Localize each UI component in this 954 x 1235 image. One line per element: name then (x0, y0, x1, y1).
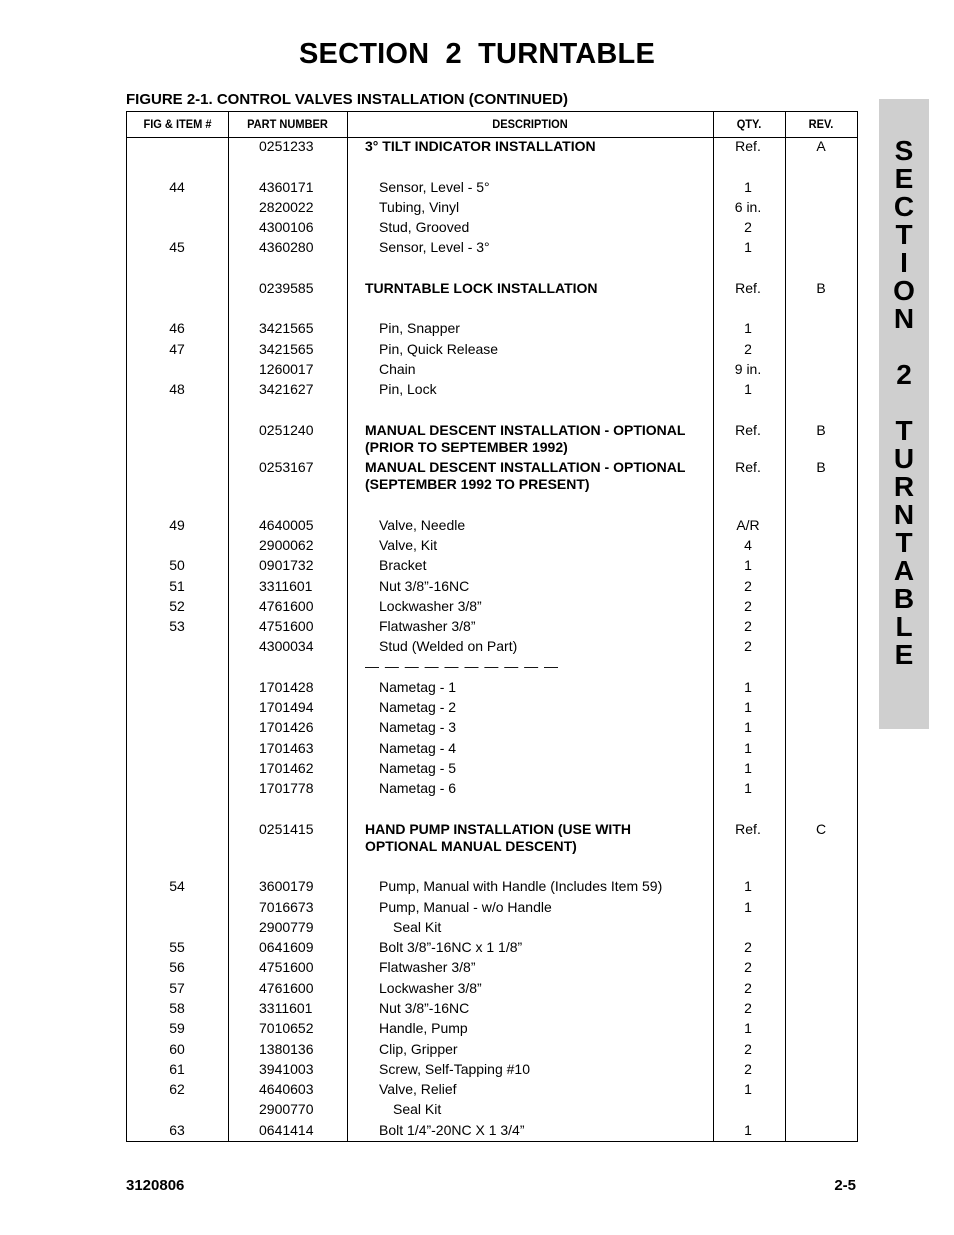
part-number-cell: 3311601 (259, 578, 313, 594)
qty-cell: 6 in. (734, 199, 762, 215)
part-number-cell: 0901732 (259, 557, 314, 573)
qty-cell: Ref. (735, 138, 761, 154)
rev-cell: B (816, 422, 826, 438)
qty-cell: 2 (744, 578, 752, 594)
qty-cell: Ref. (735, 821, 761, 837)
qty-cell: 2 (744, 341, 752, 357)
part-number-cell: 2900062 (259, 537, 314, 553)
qty-cell: 1 (744, 557, 752, 573)
item-cell: 47 (169, 341, 185, 357)
item-cell: 54 (169, 878, 185, 894)
qty-cell: Ref. (735, 459, 761, 475)
qty-cell: 1 (744, 878, 752, 894)
qty-cell: 1 (744, 1122, 752, 1138)
description-cell: Pump, Manual with Handle (Includes Item 59) (379, 878, 663, 894)
description-cell: — — — — — — — — — — (365, 658, 560, 674)
qty-cell: 2 (744, 618, 752, 634)
part-number-cell: 0641414 (259, 1122, 314, 1138)
qty-cell: 4 (744, 537, 752, 553)
side-tab-letter: U (893, 443, 915, 474)
part-number-cell: 1701428 (259, 679, 314, 695)
description-cell: Bracket (379, 557, 427, 573)
part-number-cell: 3421627 (259, 381, 314, 397)
side-tab-letter: A (893, 555, 915, 586)
qty-cell: 1 (744, 699, 752, 715)
description-cell: Sensor, Level - 5° (379, 179, 490, 195)
side-tab-letter: L (895, 611, 913, 642)
qty-cell: 1 (744, 320, 752, 336)
description-cell: Nametag - 1 (379, 679, 457, 695)
rev-cell: A (816, 138, 826, 154)
part-number-cell: 7016673 (259, 899, 314, 915)
document-number: 3120806 (126, 1177, 185, 1194)
column-header-part-number: PART NUMBER (247, 117, 328, 131)
description-line: OPTIONAL MANUAL DESCENT) (365, 838, 577, 854)
item-cell: 60 (169, 1041, 185, 1057)
qty-cell: 1 (744, 239, 752, 255)
qty-cell: 2 (744, 598, 752, 614)
side-tab-letter: S (894, 135, 914, 166)
qty-cell: 1 (744, 899, 752, 915)
description-cell: Nut 3/8”-16NC (379, 1000, 470, 1016)
qty-cell: 2 (744, 1061, 752, 1077)
part-number-cell: 4751600 (259, 959, 314, 975)
side-tab-letter: T (895, 527, 913, 558)
qty-cell: 1 (744, 179, 752, 195)
description-cell: TURNTABLE LOCK INSTALLATION (365, 280, 598, 296)
part-number-cell: 3941003 (259, 1061, 314, 1077)
item-cell: 58 (169, 1000, 185, 1016)
side-tab-letter: E (894, 639, 914, 670)
qty-cell: 2 (744, 959, 752, 975)
page-title: SECTION 2 TURNTABLE (299, 38, 655, 70)
part-number-cell: 0251240 (259, 422, 314, 438)
part-number-cell: 2820022 (259, 199, 314, 215)
part-number-cell: 1701778 (259, 780, 314, 796)
part-number-cell: 0239585 (259, 280, 314, 296)
item-cell: 59 (169, 1020, 185, 1036)
part-number-cell: 2900779 (259, 919, 314, 935)
description-cell: Flatwasher 3/8” (379, 618, 476, 634)
qty-cell: 1 (744, 719, 752, 735)
description-cell: Pin, Lock (379, 381, 437, 397)
part-number-cell: 2900770 (259, 1101, 314, 1117)
description-cell: Bolt 3/8”-16NC x 1 1/8” (379, 939, 523, 955)
rev-cell: B (816, 459, 826, 475)
column-divider (785, 112, 786, 1141)
item-cell: 51 (169, 578, 185, 594)
item-cell: 61 (169, 1061, 185, 1077)
part-number-cell: 0251233 (259, 138, 314, 154)
part-number-cell: 4761600 (259, 980, 314, 996)
part-number-cell: 1380136 (259, 1041, 314, 1057)
column-header-rev: REV. (808, 117, 834, 131)
side-tab-letter: 2 (896, 359, 912, 390)
side-tab-letter: E (894, 163, 914, 194)
description-cell (365, 821, 705, 855)
item-cell: 45 (169, 239, 185, 255)
qty-cell: 1 (744, 679, 752, 695)
side-tab-letter: I (900, 247, 908, 278)
side-tab-letter: N (893, 499, 915, 530)
item-cell: 57 (169, 980, 185, 996)
qty-cell: Ref. (735, 280, 761, 296)
description-cell: Seal Kit (393, 919, 442, 935)
item-cell: 63 (169, 1122, 185, 1138)
part-number-cell: 0641609 (259, 939, 314, 955)
part-number-cell: 0253167 (259, 459, 314, 475)
qty-cell: 1 (744, 760, 752, 776)
part-number-cell: 3421565 (259, 341, 314, 357)
column-divider (347, 112, 348, 1141)
qty-cell: 2 (744, 219, 752, 235)
side-tab-letter: T (895, 219, 913, 250)
qty-cell: 1 (744, 1020, 752, 1036)
part-number-cell: 4751600 (259, 618, 314, 634)
page-number: 2-5 (834, 1177, 856, 1194)
qty-cell: 1 (744, 740, 752, 756)
side-tab-letter: O (893, 275, 915, 306)
description-cell: Valve, Kit (379, 537, 438, 553)
column-divider (228, 112, 229, 1141)
description-cell: Nametag - 6 (379, 780, 457, 796)
figure-title: FIGURE 2-1. CONTROL VALVES INSTALLATION (CONTINUED) (126, 91, 568, 108)
side-tab-letter: T (895, 415, 913, 446)
description-line: HAND PUMP INSTALLATION (USE WITH (365, 821, 631, 837)
column-header-description: DESCRIPTION (492, 117, 568, 131)
part-number-cell: 3421565 (259, 320, 314, 336)
description-line: MANUAL DESCENT INSTALLATION - OPTIONAL (365, 459, 686, 475)
item-cell: 52 (169, 598, 185, 614)
description-cell: Lockwasher 3/8” (379, 598, 482, 614)
qty-cell: 2 (744, 1041, 752, 1057)
part-number-cell: 1701462 (259, 760, 314, 776)
description-cell: Nametag - 4 (379, 740, 457, 756)
part-number-cell: 4300034 (259, 638, 314, 654)
description-cell: Stud, Grooved (379, 219, 470, 235)
description-cell (365, 422, 705, 456)
qty-cell: 2 (744, 939, 752, 955)
description-cell: Handle, Pump (379, 1020, 468, 1036)
description-cell (365, 459, 705, 493)
description-cell: Lockwasher 3/8” (379, 980, 482, 996)
item-cell: 62 (169, 1081, 185, 1097)
description-cell: Screw, Self-Tapping #10 (379, 1061, 530, 1077)
item-cell: 56 (169, 959, 185, 975)
description-cell: Nametag - 2 (379, 699, 457, 715)
qty-cell: Ref. (735, 422, 761, 438)
description-line: (PRIOR TO SEPTEMBER 1992) (365, 439, 568, 455)
description-cell: Sensor, Level - 3° (379, 239, 490, 255)
item-cell: 55 (169, 939, 185, 955)
part-number-cell: 4300106 (259, 219, 314, 235)
part-number-cell: 4761600 (259, 598, 314, 614)
item-cell: 53 (169, 618, 185, 634)
part-number-cell: 3311601 (259, 1000, 313, 1016)
description-line: MANUAL DESCENT INSTALLATION - OPTIONAL (365, 422, 686, 438)
part-number-cell: 7010652 (259, 1020, 314, 1036)
description-cell: Seal Kit (393, 1101, 442, 1117)
qty-cell: 9 in. (734, 361, 762, 377)
description-cell: Nametag - 5 (379, 760, 457, 776)
item-cell: 48 (169, 381, 185, 397)
part-number-cell: 3600179 (259, 878, 314, 894)
side-tab-letter: N (893, 303, 915, 334)
qty-cell: 2 (744, 980, 752, 996)
description-cell: Stud (Welded on Part) (379, 638, 518, 654)
side-tab-letter: R (893, 471, 915, 502)
description-cell: Nametag - 3 (379, 719, 457, 735)
description-line: (SEPTEMBER 1992 TO PRESENT) (365, 476, 590, 492)
description-cell: Pump, Manual - w/o Handle (379, 899, 552, 915)
description-cell: Flatwasher 3/8” (379, 959, 476, 975)
part-number-cell: 1701494 (259, 699, 314, 715)
qty-cell: 1 (744, 381, 752, 397)
column-header-item: FIG & ITEM # (143, 117, 212, 131)
side-tab-letter: C (893, 191, 915, 222)
description-cell: Nut 3/8”-16NC (379, 578, 470, 594)
description-cell: Tubing, Vinyl (379, 199, 460, 215)
qty-cell: 2 (744, 638, 752, 654)
part-number-cell: 0251415 (259, 821, 314, 837)
item-cell: 46 (169, 320, 185, 336)
description-cell: 3° TILT INDICATOR INSTALLATION (365, 138, 596, 154)
rev-cell: C (815, 821, 827, 837)
part-number-cell: 4640005 (259, 517, 314, 533)
part-number-cell: 1701463 (259, 740, 314, 756)
description-cell: Valve, Needle (379, 517, 466, 533)
part-number-cell: 4640603 (259, 1081, 314, 1097)
part-number-cell: 1260017 (259, 361, 314, 377)
description-cell: Valve, Relief (379, 1081, 457, 1097)
part-number-cell: 4360171 (259, 179, 314, 195)
qty-cell: 1 (744, 780, 752, 796)
description-cell: Clip, Gripper (379, 1041, 458, 1057)
qty-cell: 1 (744, 1081, 752, 1097)
item-cell: 44 (169, 179, 185, 195)
description-cell: Bolt 1/4”-20NC X 1 3/4” (379, 1122, 525, 1138)
description-cell: Pin, Snapper (379, 320, 460, 336)
item-cell: 50 (169, 557, 185, 573)
rev-cell: B (816, 280, 826, 296)
part-number-cell: 1701426 (259, 719, 314, 735)
parts-table (126, 111, 858, 1142)
qty-cell: A/R (736, 517, 760, 533)
section-side-tab (879, 99, 929, 729)
part-number-cell: 4360280 (259, 239, 314, 255)
column-header-qty: QTY. (736, 117, 762, 131)
side-tab-letter: B (893, 583, 915, 614)
qty-cell: 2 (744, 1000, 752, 1016)
item-cell: 49 (169, 517, 185, 533)
description-cell: Chain (379, 361, 416, 377)
description-cell: Pin, Quick Release (379, 341, 499, 357)
